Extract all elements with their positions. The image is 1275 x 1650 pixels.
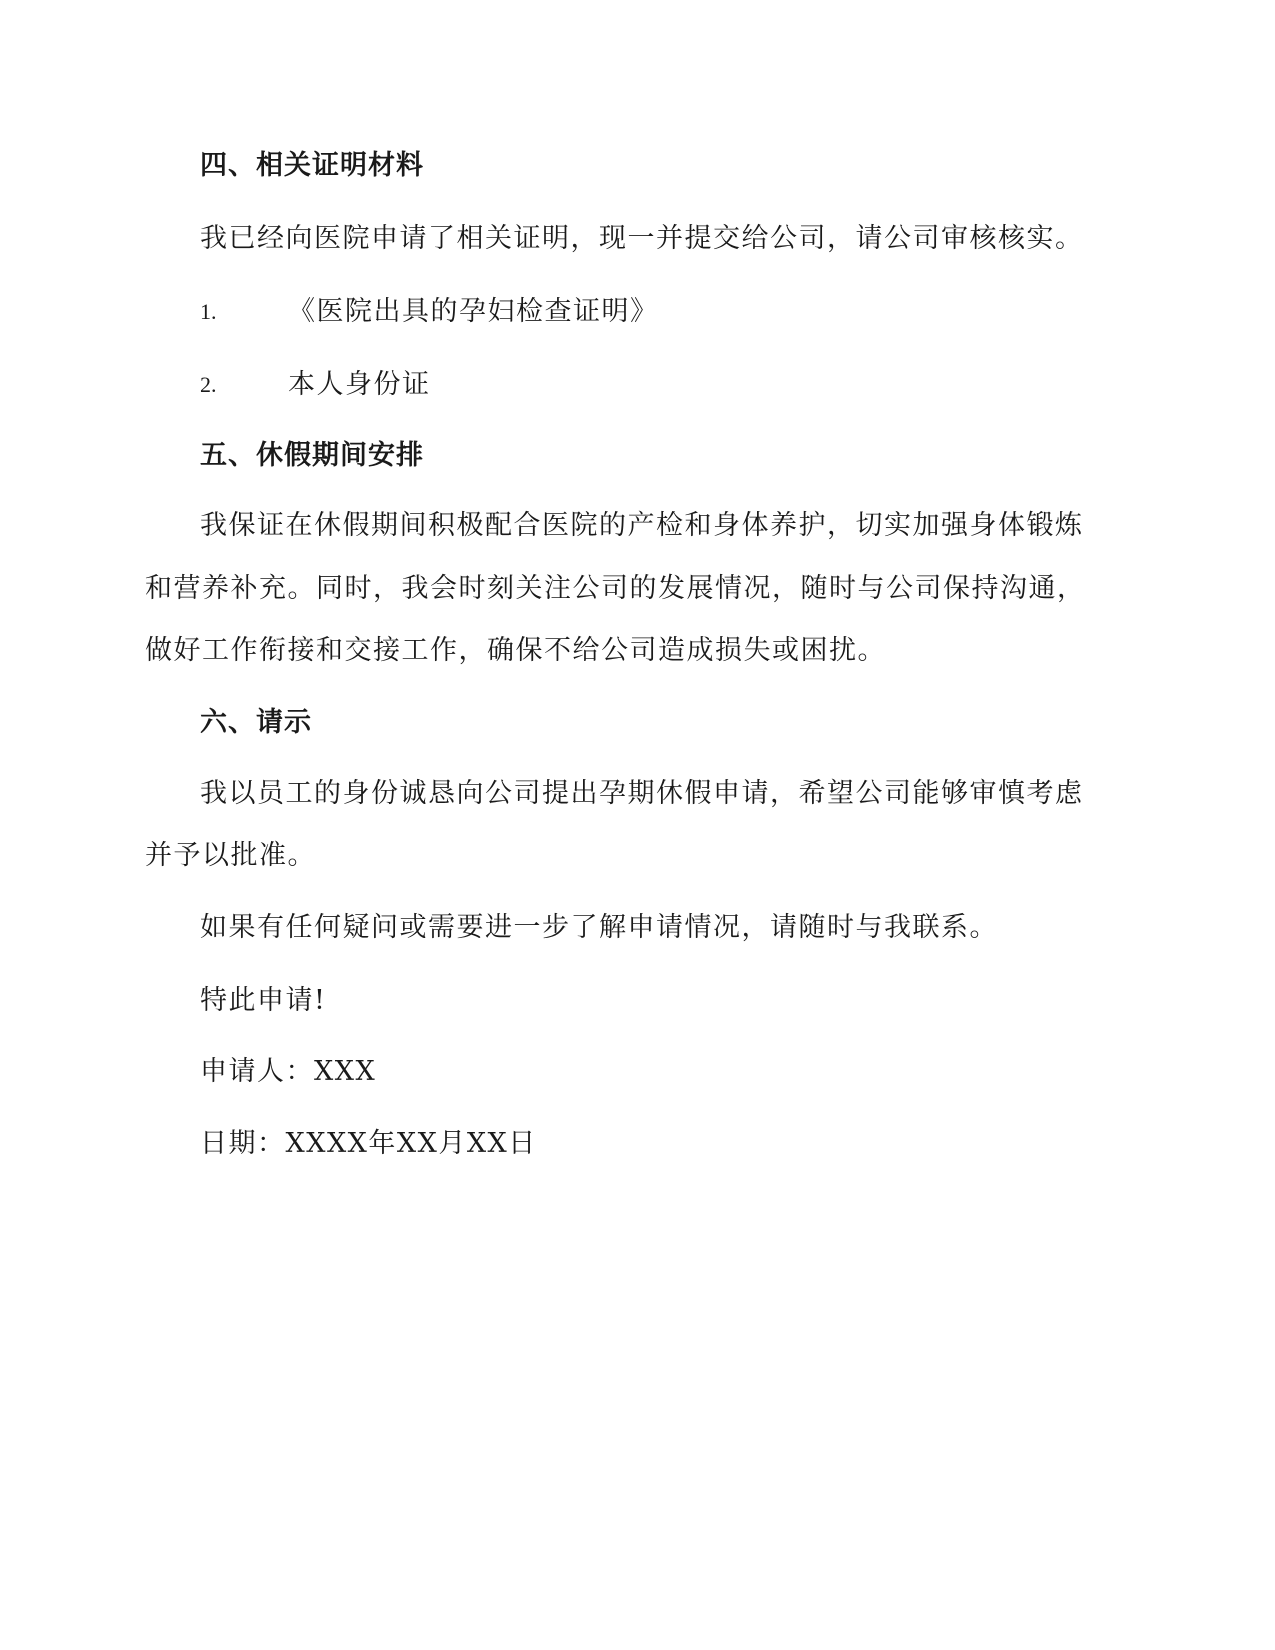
date-line: 日期：XXXX年XX月XX日 [200,1128,537,1159]
applicant-line: 申请人：XXX [200,1056,377,1087]
paragraph-line: 我保证在休假期间积极配合医院的产检和身体养护，切实加强身体锻炼 [200,510,1084,541]
list-item-number: 2. [200,372,217,397]
paragraph-line: 我以员工的身份诚恳向公司提出孕期休假申请，希望公司能够审慎考虑 [200,778,1084,809]
list-item-text: 《医院出具的孕妇检查证明》 [288,296,659,327]
list-item-text: 本人身份证 [288,369,431,400]
paragraph-line: 并予以批准。 [145,840,316,871]
section-5-heading: 五、休假期间安排 [200,440,424,471]
section-6-heading: 六、请示 [200,707,312,738]
list-item-number: 1. [200,299,217,324]
closing-line: 特此申请! [200,985,327,1016]
section-4-heading: 四、相关证明材料 [200,150,424,181]
paragraph-line: 和营养补充。同时，我会时刻关注公司的发展情况，随时与公司保持沟通， [145,573,1086,604]
contact-line: 如果有任何疑问或需要进一步了解申请情况，请随时与我联系。 [200,912,998,943]
section-4-intro: 我已经向医院申请了相关证明，现一并提交给公司，请公司审核核实。 [200,223,1084,254]
paragraph-line: 做好工作衔接和交接工作，确保不给公司造成损失或困扰。 [145,635,886,666]
